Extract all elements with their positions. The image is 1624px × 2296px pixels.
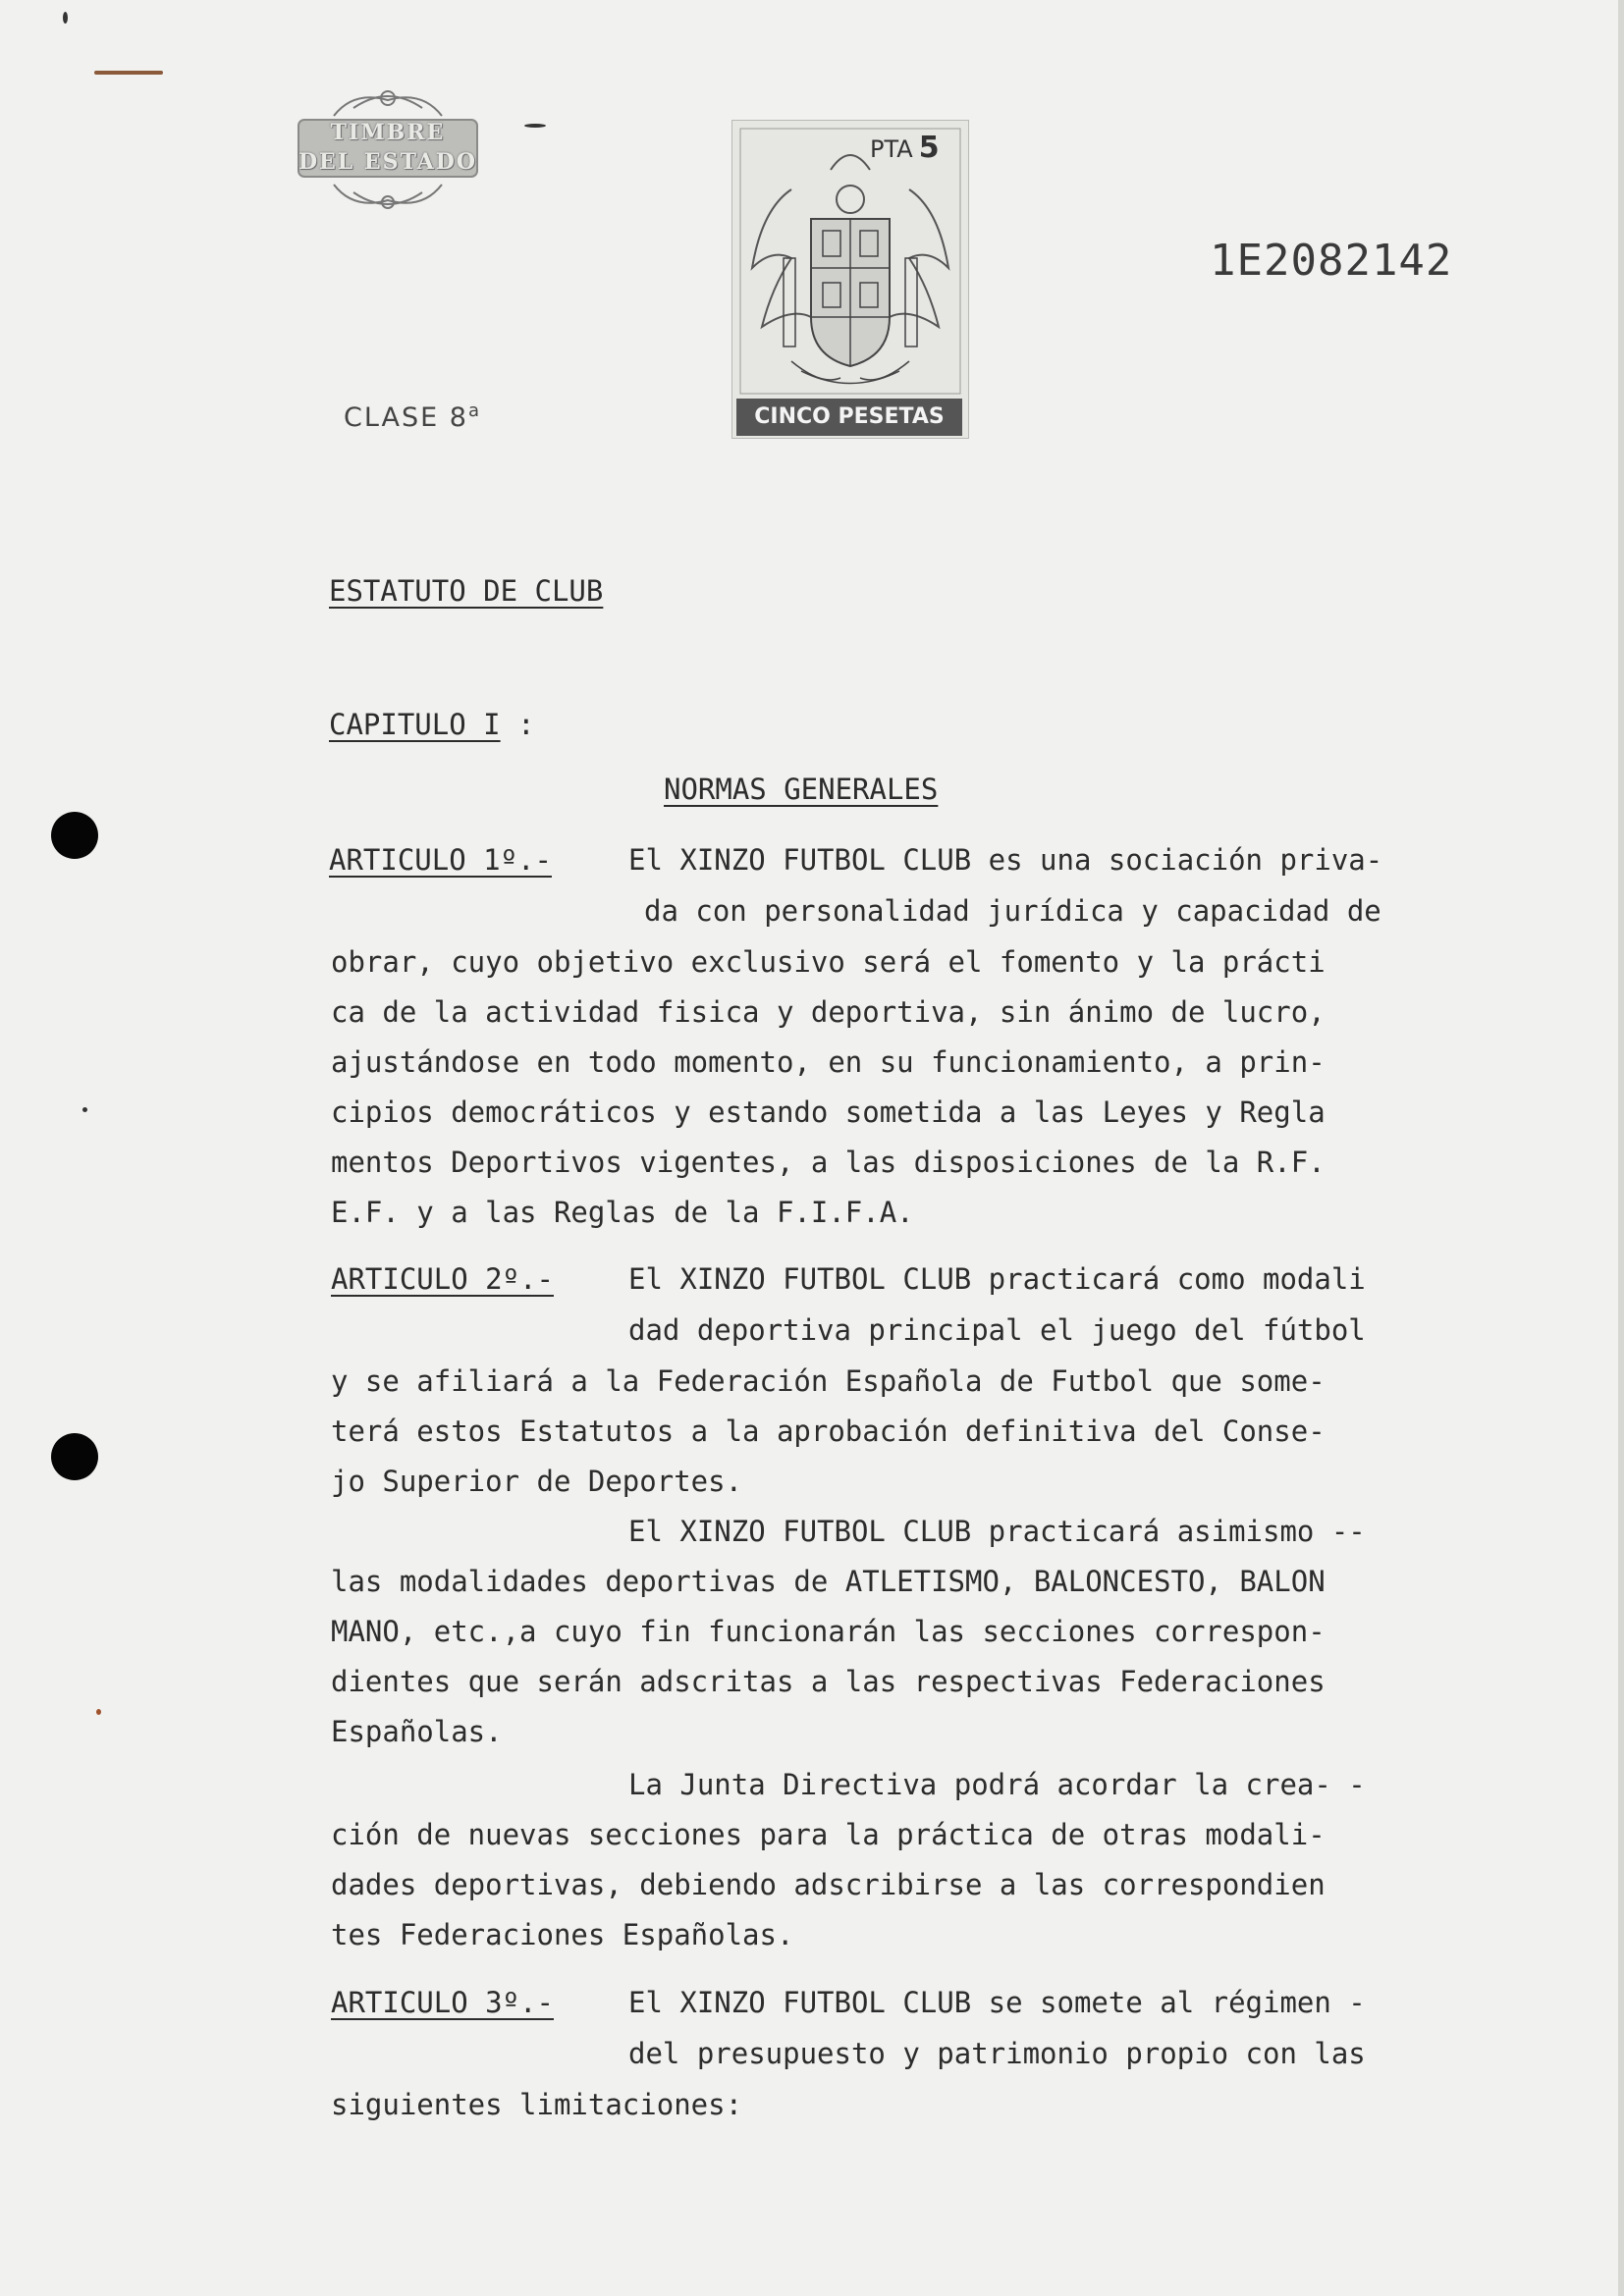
- article-1-label: ARTICULO 1º.-: [329, 843, 552, 877]
- article-3-label: ARTICULO 3º.-: [331, 1986, 554, 2019]
- article-1-line: ca de la actividad fisica y deportiva, sin ánimo de lucro,: [331, 995, 1326, 1029]
- document-title: ESTATUTO DE CLUB: [329, 574, 604, 608]
- article-1-line: El XINZO FUTBOL CLUB es una sociación priva-: [628, 843, 1383, 877]
- clase-label: [344, 400, 481, 433]
- scan-speck: [82, 1107, 87, 1112]
- scan-speck: [96, 1709, 101, 1715]
- scan-speck: [524, 124, 546, 128]
- page-edge: [1618, 0, 1624, 2296]
- article-3-line: del presupuesto y patrimonio propio con las: [628, 2037, 1366, 2070]
- tax-stamp-band: CINCO PESETAS: [736, 399, 962, 436]
- clase-suffix: a: [467, 400, 481, 421]
- article-2-line: La Junta Directiva podrá acordar la crea- -: [628, 1768, 1366, 1801]
- coat-of-arms-emblem: [732, 121, 968, 438]
- article-2-line: ción de nuevas secciones para la práctica de otras modali-: [331, 1818, 1326, 1851]
- timbre-del-estado-stamp: [295, 86, 481, 214]
- article-3-line: El XINZO FUTBOL CLUB se somete al régimen -: [628, 1986, 1366, 2019]
- chapter-label: CAPITULO I: [329, 708, 501, 741]
- clase-text: CLASE 8: [344, 402, 468, 433]
- article-2-line: jo Superior de Deportes.: [331, 1465, 743, 1498]
- article-2-line: las modalidades deportivas de ATLETISMO, BALONCESTO, BALON: [331, 1565, 1326, 1598]
- timbre-line-2: DEL ESTADO: [298, 149, 478, 175]
- article-2-line: dientes que serán adscritas a las respectivas Federaciones: [331, 1665, 1326, 1698]
- article-2-line: y se afiliará a la Federación Española de Futbol que some-: [331, 1364, 1326, 1398]
- article-2-line: Españolas.: [331, 1715, 503, 1748]
- section-title: NORMAS GENERALES: [664, 773, 939, 806]
- article-2-line: terá estos Estatutos a la aprobación definitiva del Conse-: [331, 1415, 1326, 1448]
- article-1-line: obrar, cuyo objetivo exclusivo será el fomento y la prácti: [331, 945, 1326, 979]
- article-2-line: tes Federaciones Españolas.: [331, 1918, 794, 1951]
- chapter-heading: [329, 708, 535, 741]
- article-1-line: mentos Deportivos vigentes, a las disposiciones de la R.F.: [331, 1146, 1326, 1179]
- punch-hole: [51, 1433, 98, 1480]
- article-1-line: E.F. y a las Reglas de la F.I.F.A.: [331, 1196, 914, 1229]
- tax-stamp: [731, 120, 969, 439]
- chapter-colon: :: [517, 708, 535, 741]
- article-1-line: da con personalidad jurídica y capacidad de: [644, 894, 1381, 928]
- article-2-line: El XINZO FUTBOL CLUB practicará como modali: [628, 1262, 1366, 1296]
- denomination-value: 5: [918, 131, 940, 165]
- serial-number: 1E2082142: [1210, 236, 1453, 286]
- denomination-prefix: PTA: [870, 135, 913, 163]
- article-1-line: ajustándose en todo momento, en su funcionamiento, a prin-: [331, 1045, 1326, 1079]
- tax-stamp-denomination: [870, 131, 940, 165]
- article-2-line: El XINZO FUTBOL CLUB practicará asimismo --: [628, 1515, 1366, 1548]
- timbre-line-1: TIMBRE: [330, 120, 446, 145]
- article-2-label: ARTICULO 2º.-: [331, 1262, 554, 1296]
- scan-speck: [94, 71, 163, 75]
- punch-hole: [51, 812, 98, 859]
- article-2-line: dad deportiva principal el juego del fútbol: [628, 1313, 1366, 1347]
- article-3-line: siguientes limitaciones:: [331, 2088, 743, 2121]
- scan-speck: [63, 12, 68, 24]
- article-2-line: MANO, etc.,a cuyo fin funcionarán las secciones correspon-: [331, 1615, 1326, 1648]
- article-1-line: cipios democráticos y estando sometida a las Leyes y Regla: [331, 1095, 1326, 1129]
- article-2-line: dades deportivas, debiendo adscribirse a las correspondien: [331, 1868, 1326, 1901]
